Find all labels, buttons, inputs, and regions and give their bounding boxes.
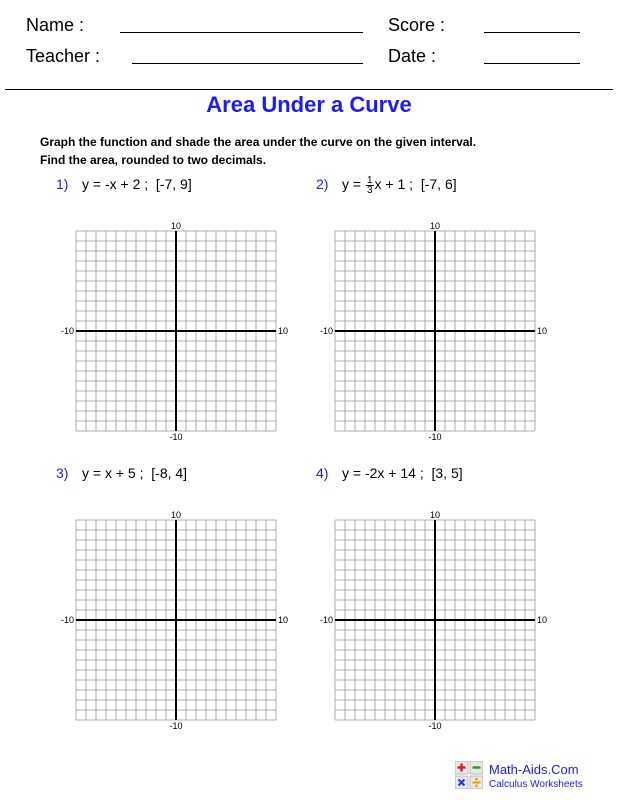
y-axis-min-label: -10: [428, 432, 442, 442]
problem-equation: y = -x + 2 ;: [82, 176, 149, 192]
problem-interval: [-7, 6]: [420, 176, 457, 192]
problem-1: [56, 175, 192, 193]
problem-interval: [3, 5]: [431, 465, 463, 481]
date-label: Date :: [388, 46, 437, 66]
x-axis-max-label: 10: [537, 615, 548, 625]
teacher-label: Teacher :: [26, 46, 101, 66]
x-axis-min-label: -10: [60, 615, 74, 625]
graph-grid-2[interactable]: [315, 221, 555, 449]
problem-interval: [-7, 9]: [155, 176, 192, 192]
problem-equation-suffix: x + 1 ;: [374, 176, 414, 192]
x-axis-max-label: 10: [278, 326, 289, 336]
name-field[interactable]: [120, 32, 363, 33]
y-axis-max-label: 10: [170, 221, 182, 231]
name-label: Name :: [26, 15, 85, 35]
score-label: Score :: [388, 15, 446, 35]
problem-number: 2): [316, 176, 329, 192]
y-axis-min-label: -10: [169, 721, 183, 731]
header-divider: [5, 89, 613, 90]
score-field[interactable]: [484, 32, 580, 33]
math-aids-logo-icon: [455, 761, 483, 789]
problem-4: [316, 464, 463, 482]
y-axis-min-label: -10: [169, 432, 183, 442]
graph-grid-4[interactable]: [315, 510, 555, 738]
x-axis-min-label: -10: [319, 615, 333, 625]
date-field[interactable]: [484, 63, 580, 64]
problem-equation-prefix: y =: [342, 176, 362, 192]
footer-site-name: Math-Aids.Com: [489, 762, 579, 777]
y-axis-max-label: 10: [429, 221, 441, 231]
x-axis-min-label: -10: [60, 326, 74, 336]
x-axis-min-label: -10: [319, 326, 333, 336]
instruction-line-1: Graph the function and shade the area under the curve on the given interval.: [40, 135, 477, 149]
fraction-denominator: 3: [366, 184, 373, 196]
problem-3: [56, 464, 187, 482]
x-axis-max-label: 10: [278, 615, 289, 625]
page-title: Area Under a Curve: [206, 92, 412, 117]
fraction-numerator: 1: [366, 174, 373, 186]
problem-equation: y = -2x + 14 ;: [342, 465, 424, 481]
graph-grid-3[interactable]: [56, 510, 296, 738]
problem-interval: [-8, 4]: [151, 465, 188, 481]
y-axis-max-label: 10: [170, 510, 182, 520]
problem-number: 3): [56, 465, 69, 481]
graph-grid-1[interactable]: [56, 221, 296, 449]
problem-number: 1): [56, 176, 69, 192]
y-axis-max-label: 10: [429, 510, 441, 520]
problem-number: 4): [316, 465, 329, 481]
problem-equation: y = x + 5 ;: [82, 465, 144, 481]
footer-subtitle: Calculus Worksheets: [489, 779, 583, 790]
problem-2: [316, 175, 457, 195]
fraction: [366, 176, 374, 195]
instruction-line-2: Find the area, rounded to two decimals.: [40, 153, 267, 167]
y-axis-min-label: -10: [428, 721, 442, 731]
x-axis-max-label: 10: [537, 326, 548, 336]
teacher-field[interactable]: [132, 63, 363, 64]
